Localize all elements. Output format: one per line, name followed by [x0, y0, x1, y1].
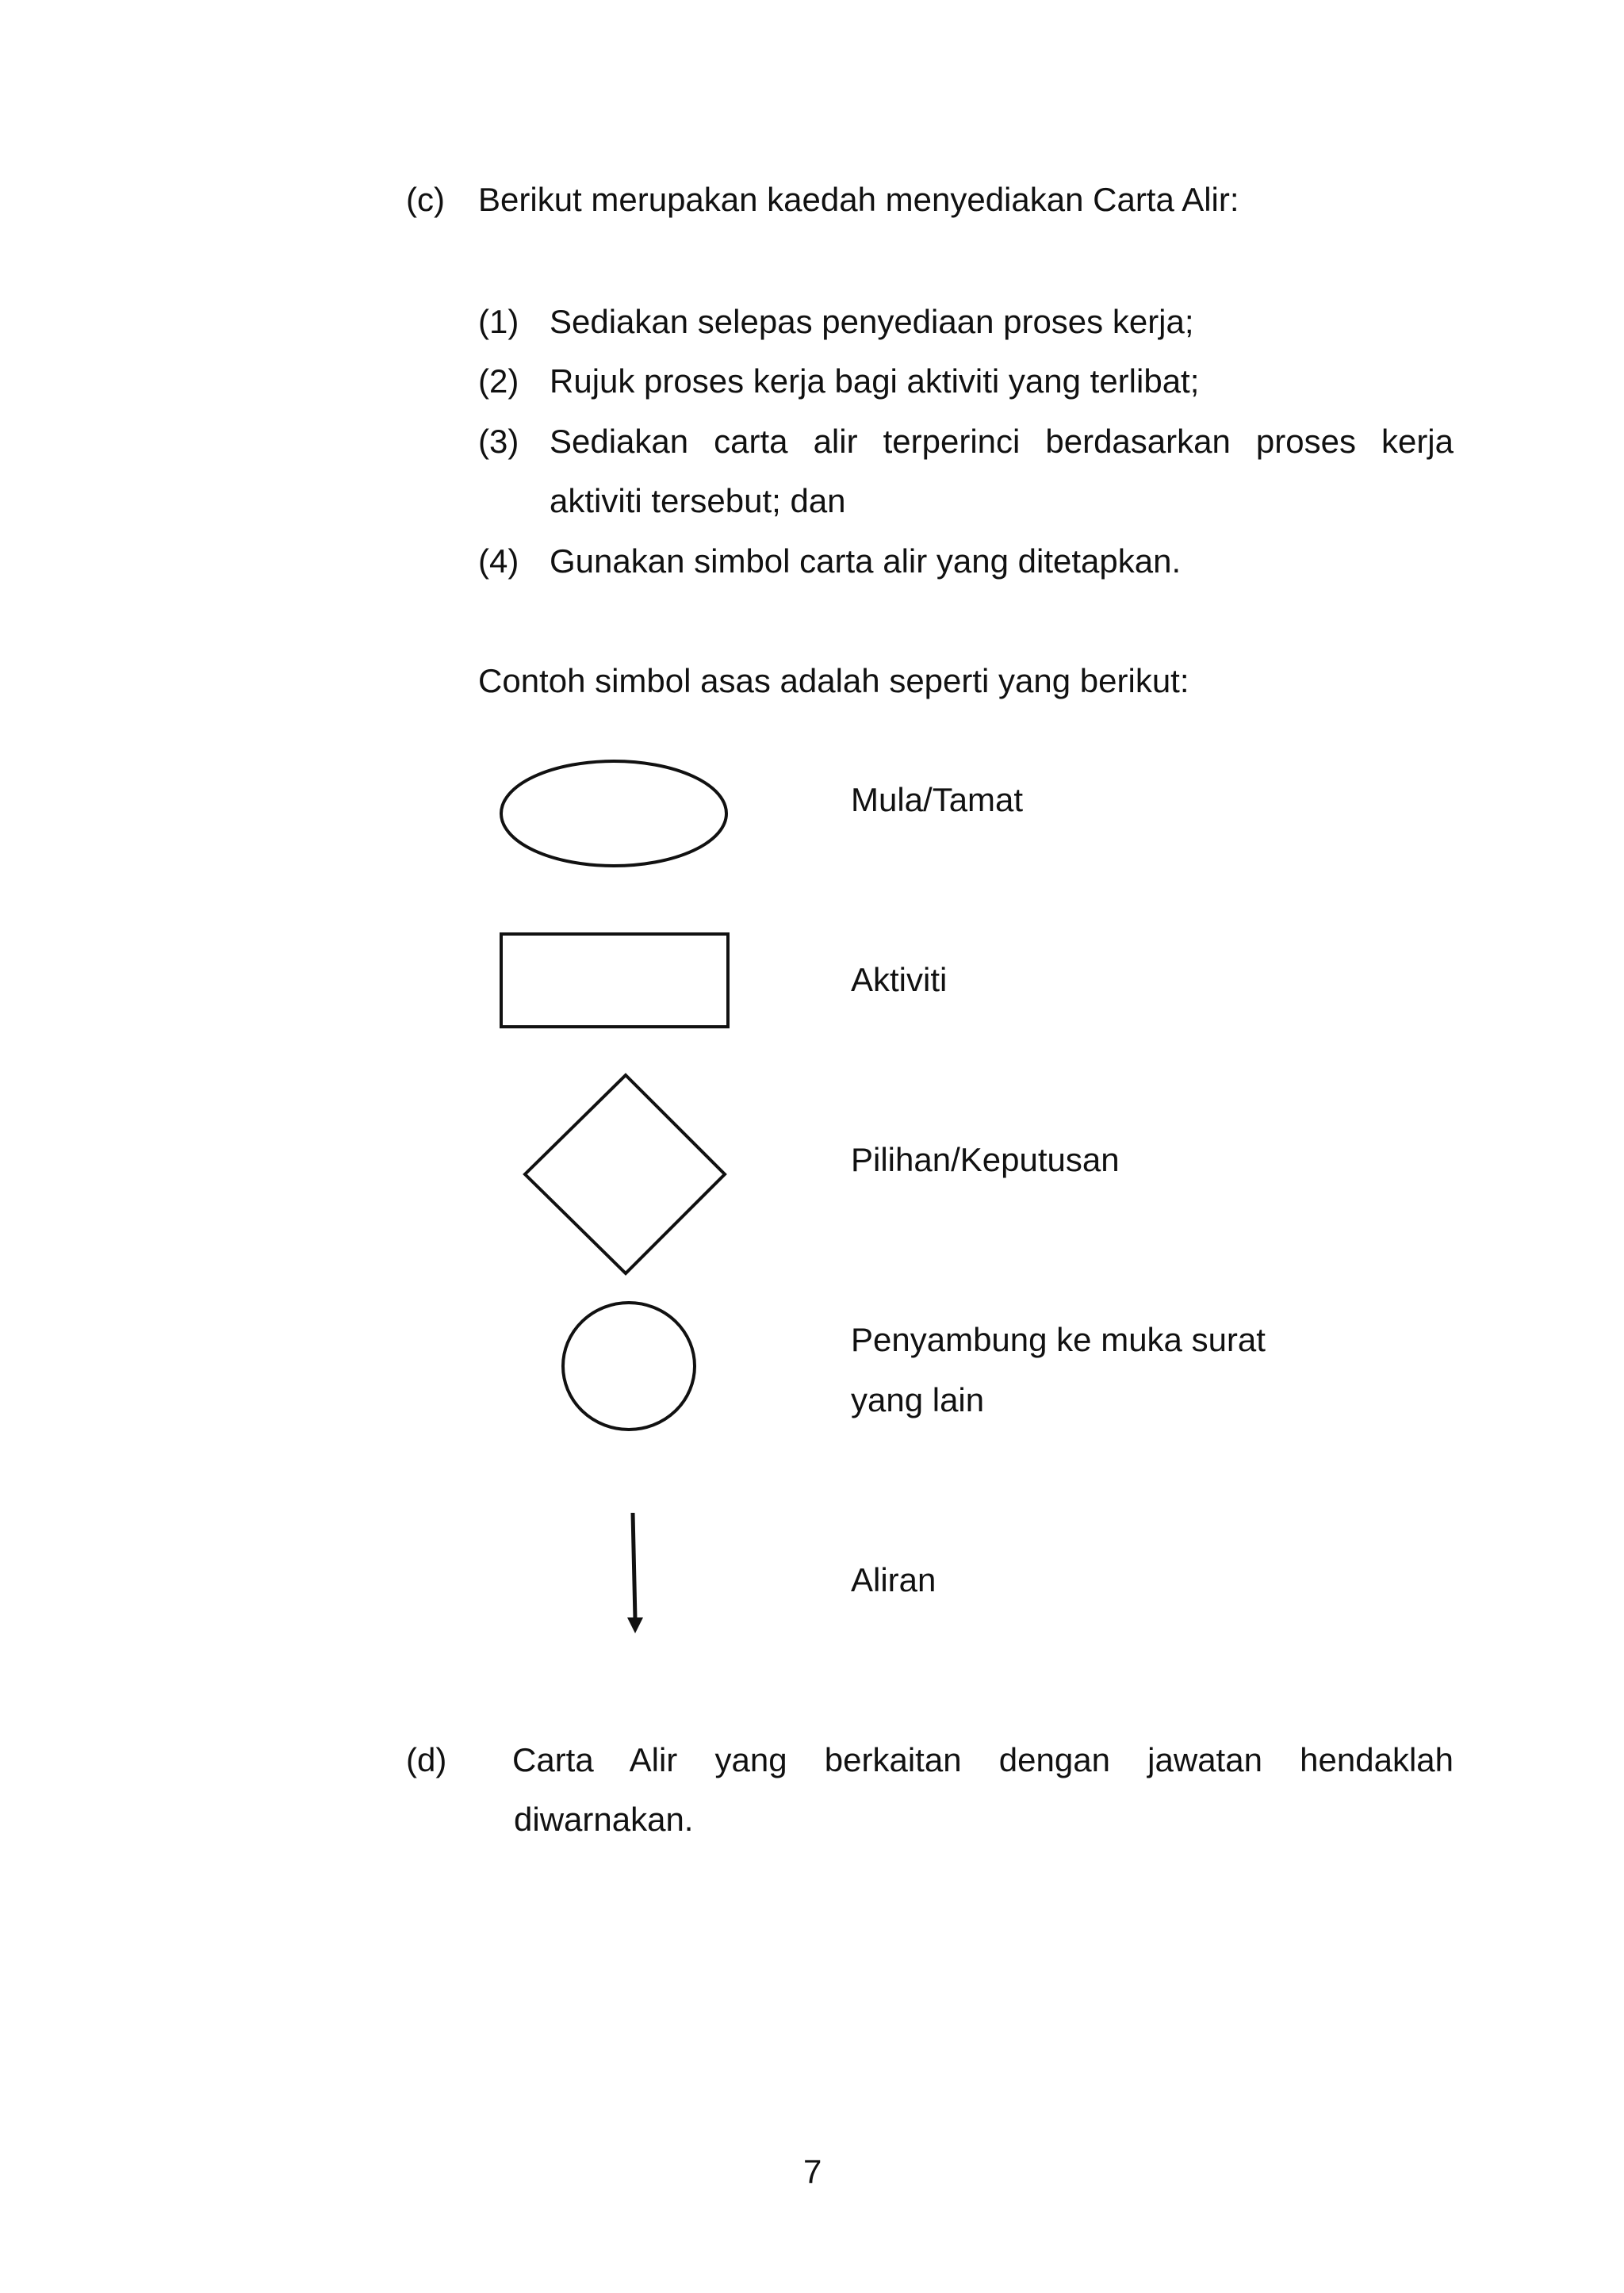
symbol-label-connector-line1: Penyambung ke muka surat	[851, 1321, 1266, 1358]
section-c-heading: Berikut merupakan kaedah menyediakan Carta Alir:	[478, 181, 1239, 218]
step-2-number: (2)	[478, 362, 519, 400]
section-d-text-line1: Carta Alir yang berkaitan dengan jawatan hendaklah	[512, 1741, 1454, 1778]
section-d-marker: (d)	[406, 1741, 447, 1778]
ellipse-icon	[492, 753, 730, 872]
symbol-label-decision: Pilihan/Keputusan	[851, 1141, 1120, 1178]
section-d-text-line2: diwarnakan.	[514, 1801, 694, 1838]
step-3-number: (3)	[478, 423, 519, 460]
step-4-number: (4)	[478, 542, 519, 580]
symbol-label-flow: Aliran	[851, 1561, 936, 1598]
step-1-number: (1)	[478, 303, 519, 340]
step-1-text: Sediakan selepas penyediaan proses kerja;	[550, 303, 1194, 340]
diamond-icon	[515, 1070, 737, 1284]
symbol-label-connector-line2: yang lain	[851, 1381, 985, 1418]
step-4-text: Gunakan simbol carta alir yang ditetapkan.	[550, 542, 1182, 580]
symbol-label-start-end: Mula/Tamat	[851, 781, 1024, 818]
rectangle-icon	[492, 926, 730, 1029]
symbols-intro: Contoh simbol asas adalah seperti yang berikut:	[478, 662, 1189, 699]
section-c-marker: (c)	[406, 181, 445, 218]
circle-icon	[555, 1296, 706, 1439]
step-3-text-line2: aktiviti tersebut; dan	[550, 482, 846, 519]
arrow-down-icon	[611, 1506, 658, 1641]
symbol-label-activity: Aktiviti	[851, 961, 948, 998]
step-2-text: Rujuk proses kerja bagi aktiviti yang terlibat;	[550, 362, 1200, 400]
page-number: 7	[803, 2153, 822, 2190]
step-3-text-line1: Sediakan carta alir terperinci berdasarkan proses kerja	[550, 423, 1454, 460]
